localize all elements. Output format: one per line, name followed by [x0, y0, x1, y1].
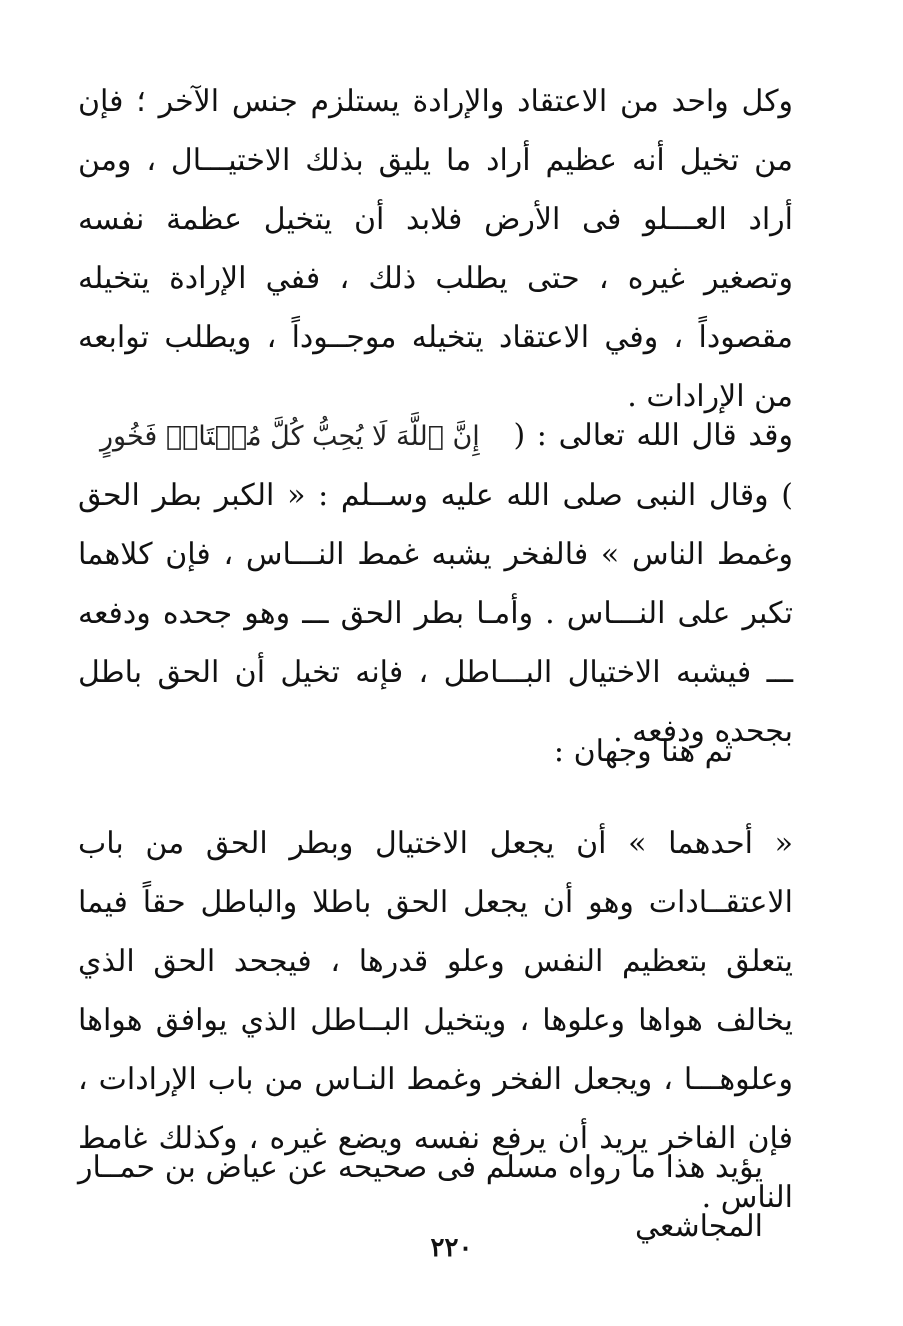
page-number: ٢٢٠	[430, 1233, 473, 1263]
paragraph-4: « أحدهما » أن يجعل الاختيال وبطر الحق من باب الاعتقــادات وهو أن يجعل الحق باطلا والباطل حقاً فيما يتعلق بتعظيم النفس وعلو قدرها ، فيجحد الحق الذي يخالف هواها وعلوها ، ويتخيل البــاطل الذي يوافق هواها وعلوهـــا ، ويجعل الفخر وغمط النـاس من باب الإرادات ، فإن الفاخر يريد أن يرفع نفسه ويضع غيره ، وكذلك غامط الناس .	[78, 826, 793, 1215]
paragraph-3: ثم هنا وجهان :	[553, 734, 733, 769]
paragraph-2-intro: وقد قال الله تعالى : (	[513, 418, 793, 453]
paragraph-2-body: ) وقال النبى صلى الله عليه وســلم : « الكبر بطر الحق وغمط الناس » فالفخر يشبه غمط النـــاس ، فإن كلاهما تكبر على النـــاس . وأمـا بطر الحق ـــ وهو جحده ودفعه ـــ فيشبه الاختيال البـــاطل ، فإنه تخيل أن الحق باطل بجحده ودفعه .	[78, 478, 793, 749]
quran-verse: إِنَّ ٱللَّهَ لَا يُحِبُّ كُلَّ مُخۡتَالٖ فَخُورٍ	[100, 421, 480, 452]
paragraph-5: يؤيد هذا ما رواه مسلم فى صحيحه عن عياض بن حمــار المجاشعي	[78, 1150, 763, 1244]
paragraph-1: وكل واحد من الاعتقاد والإرادة يستلزم جنس الآخر ؛ فإن من تخيل أنه عظيم أراد ما يليق بذلك الاختيـــال ، ومن أراد العـــلو فى الأرض فلابد أن يتخيل عظمة نفسه وتصغير غيره ، حتى يطلب ذلك ، ففي الإرادة يتخيله مقصوداً ، وفي الاعتقاد يتخيله موجــوداً ، ويطلب توابعه من الإرادات .	[78, 84, 793, 414]
paragraph-2	[78, 406, 793, 761]
